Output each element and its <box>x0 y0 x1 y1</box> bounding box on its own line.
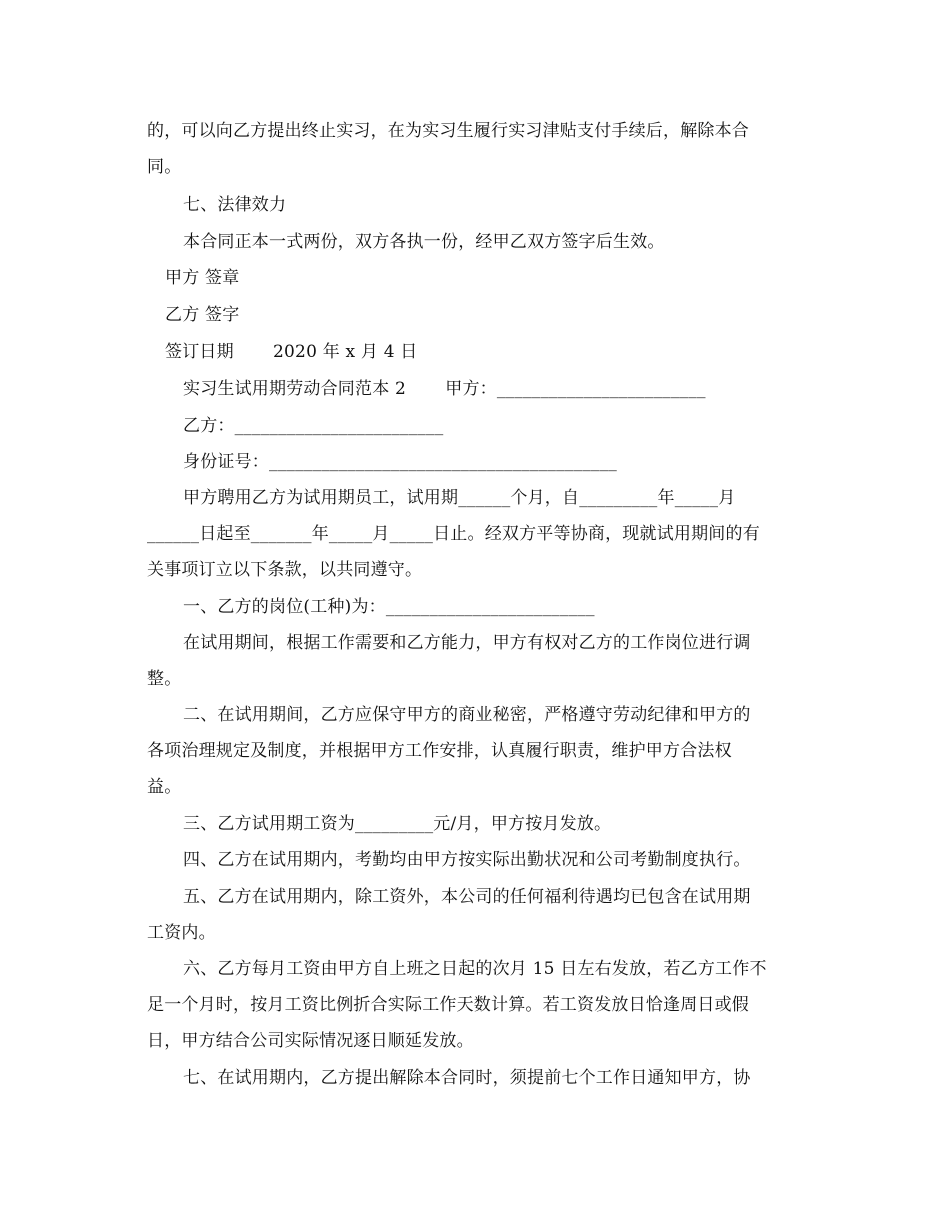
paragraph-line: 整。 <box>147 669 182 689</box>
paragraph-line: 甲方聘用乙方为试用期员工，试用期______个月，自_________年_____月 <box>183 488 736 508</box>
paragraph-line: ______日起至_______年_____月_____日止。经双方平等协商，现就试用期间的有 <box>147 524 760 544</box>
paragraph-line: 各项治理规定及制度，并根据甲方工作安排，认真履行职责，维护甲方合法权 <box>147 741 732 761</box>
signing-date-line: 签订日期 2020 年 x 月 4 日 <box>165 342 418 362</box>
paragraph-line: 在试用期间，根据工作需要和乙方能力，甲方有权对乙方的工作岗位进行调 <box>183 633 751 653</box>
clause-5-benefits: 五、乙方在试用期内，除工资外，本公司的任何福利待遇均已包含在试用期 <box>183 887 751 907</box>
paragraph-line: 日，甲方结合公司实际情况逐日顺延发放。 <box>147 1031 474 1051</box>
clause-1-position: 一、乙方的岗位(工种)为：________________________ <box>183 597 595 617</box>
party-b-signature-line: 乙方 签字 <box>165 305 240 325</box>
id-number-field: 身份证号：________________________________________ <box>183 452 617 472</box>
paragraph-line: 的，可以向乙方提出终止实习，在为实习生履行实习津贴支付手续后，解除本合 <box>147 121 749 141</box>
paragraph-line: 工资内。 <box>147 923 216 943</box>
clause-4-attendance: 四、乙方在试用期内，考勤均由甲方按实际出勤状况和公司考勤制度执行。 <box>183 850 751 870</box>
paragraph-line: 足一个月时，按月工资比例折合实际工作天数计算。若工资发放日恰逢周日或假 <box>147 995 749 1015</box>
clause-7-termination: 七、在试用期内，乙方提出解除本合同时，须提前七个工作日通知甲方，协 <box>183 1068 751 1088</box>
contract-title-line: 实习生试用期劳动合同范本 2 甲方：________________________ <box>183 379 706 399</box>
clause-2-line: 二、在试用期间，乙方应保守甲方的商业秘密，严格遵守劳动纪律和甲方的 <box>183 705 751 725</box>
paragraph-line: 益。 <box>147 777 182 797</box>
section-heading-legal-effect: 七、法律效力 <box>183 195 287 215</box>
paragraph-line: 关事项订立以下条款，以共同遵守。 <box>147 560 423 580</box>
paragraph-line: 本合同正本一式两份，双方各执一份，经甲乙双方签字后生效。 <box>183 232 665 252</box>
party-b-field: 乙方：________________________ <box>183 416 444 436</box>
clause-3-salary: 三、乙方试用期工资为_________元/月，甲方按月发放。 <box>183 814 612 834</box>
paragraph-line: 同。 <box>147 157 182 177</box>
party-a-seal-line: 甲方 签章 <box>165 268 240 288</box>
clause-6-payday: 六、乙方每月工资由甲方自上班之日起的次月 15 日左右发放，若乙方工作不 <box>183 959 767 979</box>
